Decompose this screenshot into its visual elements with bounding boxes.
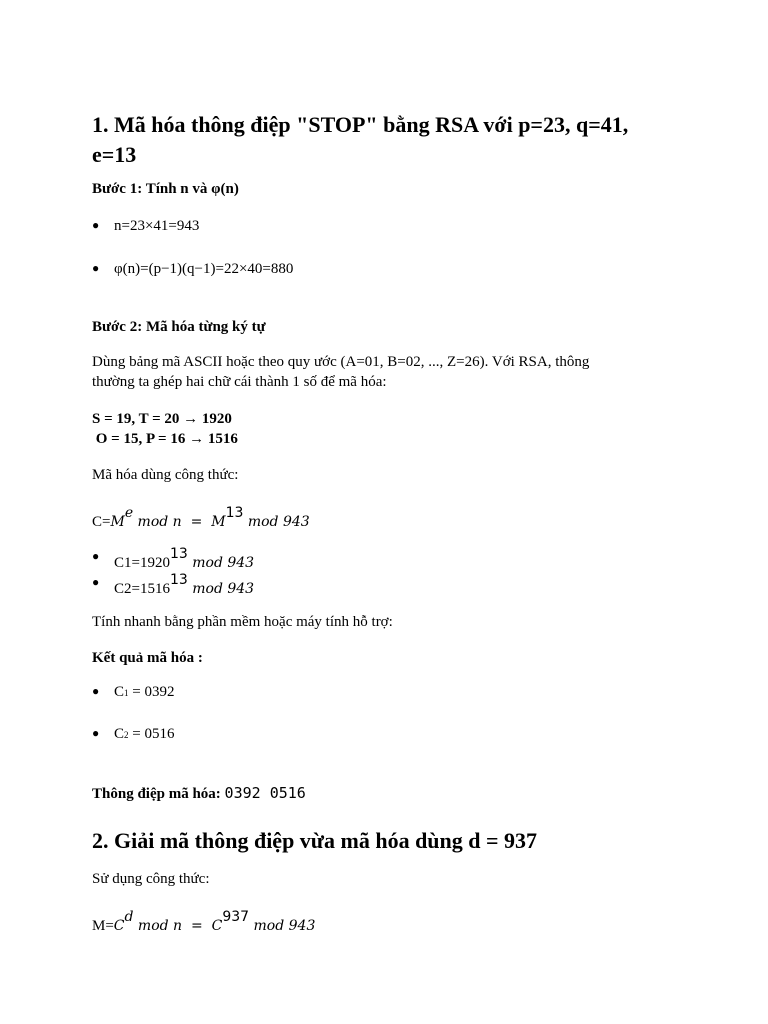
formula-intro: Mã hóa dùng công thức:	[92, 467, 239, 483]
cipher-message: Thông điệp mã hóa: 0392 0516	[92, 784, 306, 802]
encryption-formula: $C=M^e$ mod $n = M^{13}$ mod 943	[92, 505, 310, 530]
bullet-icon: ●	[92, 218, 100, 232]
bullet-icon: ●	[92, 549, 100, 563]
step1-heading: Bước 1: Tính n và φ(n)	[92, 181, 239, 197]
list-item: ● φ(n)=(p−1)(q−1)=22×40=880	[92, 261, 294, 277]
decryption-formula: $M=C^d$ mod $n = C^{937}$ mod 943	[92, 909, 316, 934]
section1-title: 1. Mã hóa thông điệp "STOP" bằng RSA với p=23, q=41, e=13	[92, 112, 629, 167]
list-item: ● $C2=1516^{13}$ mod 943	[92, 572, 255, 597]
list-item: ● C1 = 0392	[92, 684, 175, 700]
list-item: ● n=23×41=943	[92, 218, 200, 234]
step2-heading: Bước 2: Mã hóa từng ký tự	[92, 319, 266, 335]
letter-pairs: S = 19, T = 20 → 1920 O = 15, P = 16 → 1516	[92, 411, 238, 447]
bullet-icon: ●	[92, 575, 100, 589]
bullet-icon: ●	[92, 261, 100, 275]
section2-formula-intro: Sử dụng công thức:	[92, 871, 210, 887]
quick-note: Tính nhanh bằng phần mềm hoặc máy tính hỗ trợ:	[92, 614, 393, 630]
encoding-paragraph: Dùng bảng mã ASCII hoặc theo quy ước (A=01, B=02, ..., Z=26). Với RSA, thông thường ta ghép hai chữ cái thành 1 số để mã hóa:	[92, 354, 590, 390]
result-heading: Kết quả mã hóa :	[92, 650, 203, 666]
bullet-icon: ●	[92, 684, 100, 698]
bullet-icon: ●	[92, 726, 100, 740]
list-item: ● C2 = 0516	[92, 726, 175, 742]
section2-title: 2. Giải mã thông điệp vừa mã hóa dùng d = 937	[92, 828, 538, 853]
list-item: ● $C1=1920^{13}$ mod 943	[92, 546, 255, 571]
cipher-value: 0392 0516	[224, 784, 306, 802]
